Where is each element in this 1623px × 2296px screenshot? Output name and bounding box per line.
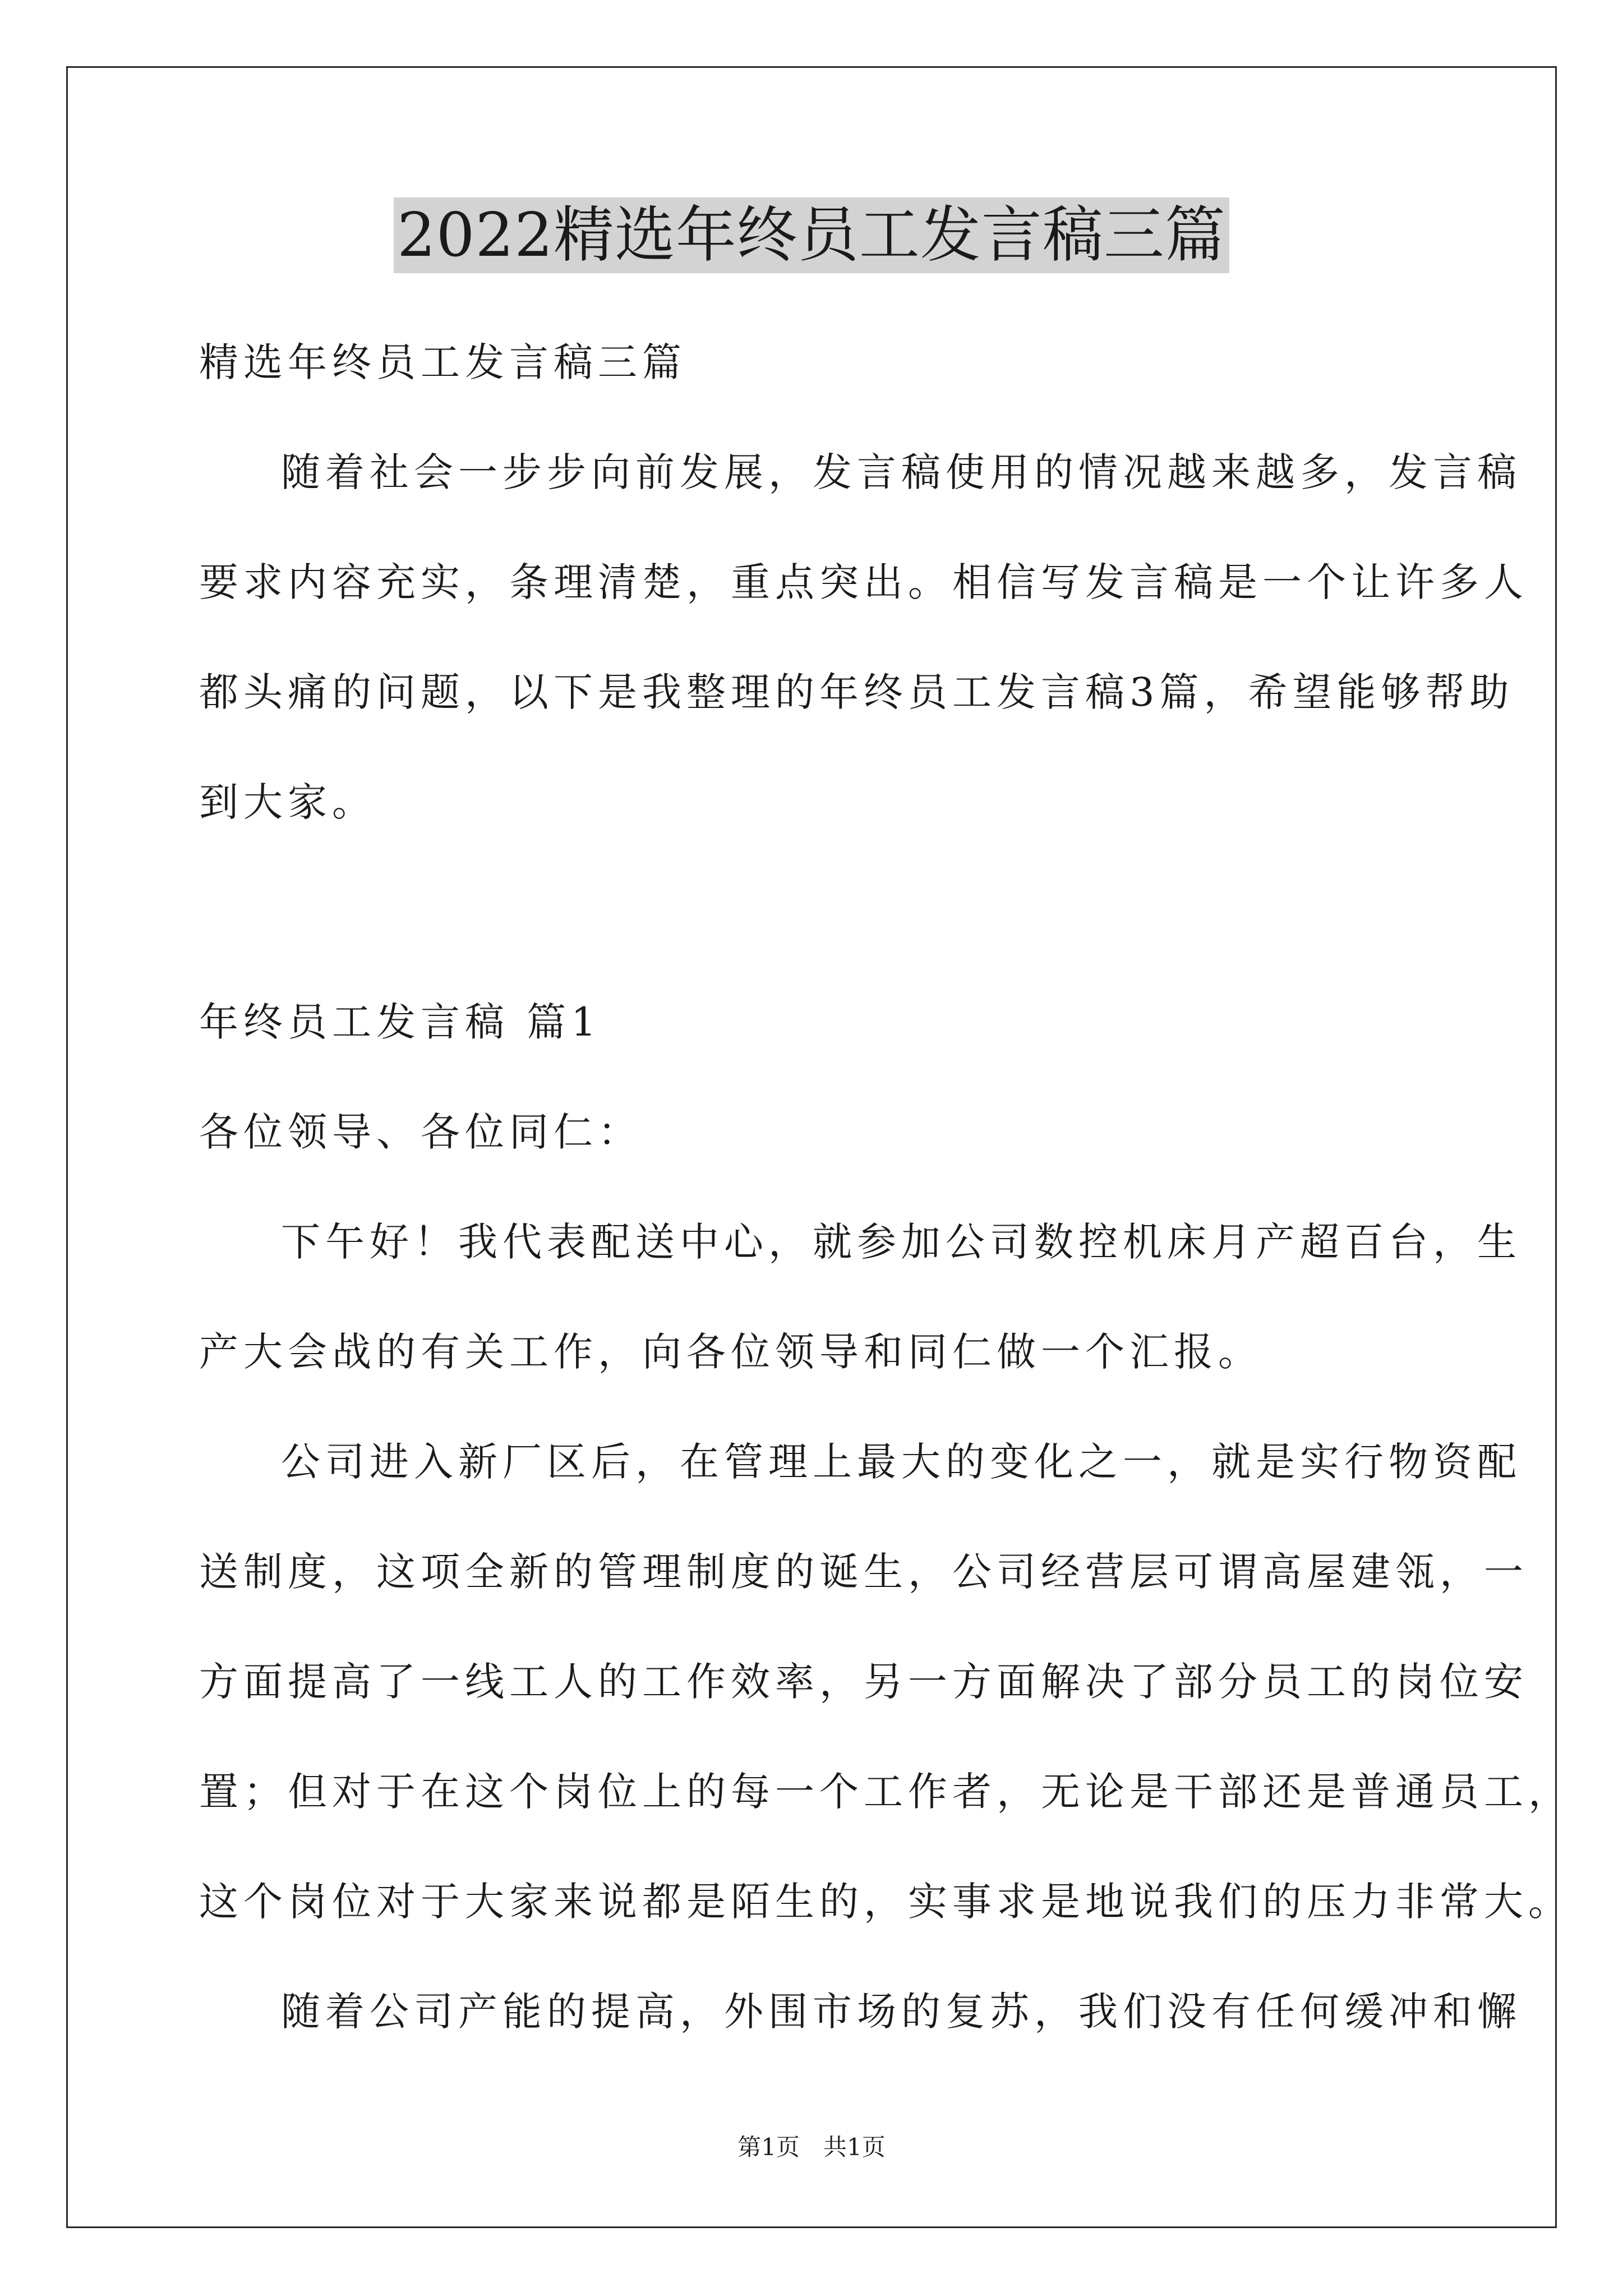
paragraph-gap xyxy=(199,857,1438,967)
body-paragraph-line: 置；但对于在这个岗位上的每一个工作者，无论是干部还是普通员工， xyxy=(199,1769,1573,1815)
body-paragraph-line: 随着公司产能的提高，外围市场的复苏，我们没有任何缓冲和懈 xyxy=(281,1989,1521,2035)
intro-paragraph-line: 都头痛的问题，以下是我整理的年终员工发言稿3篇，希望能够帮助 xyxy=(199,669,1514,715)
subtitle-line: 精选年终员工发言稿三篇 xyxy=(199,339,686,385)
body-paragraph-line: 下午好！我代表配送中心，就参加公司数控机床月产超百台，生 xyxy=(281,1219,1521,1265)
salutation-line: 各位领导、各位同仁： xyxy=(199,1109,642,1155)
intro-paragraph-line: 随着社会一步步向前发展，发言稿使用的情况越来越多，发言稿 xyxy=(281,449,1521,495)
body-paragraph-line: 方面提高了一线工人的工作效率，另一方面解决了部分员工的岗位安 xyxy=(199,1659,1528,1705)
body-paragraph-line: 这个岗位对于大家来说都是陌生的，实事求是地说我们的压力非常大。 xyxy=(199,1879,1573,1925)
body-paragraph-line: 公司进入新厂区后，在管理上最大的变化之一，就是实行物资配 xyxy=(281,1439,1521,1485)
body-paragraph-line: 送制度，这项全新的管理制度的诞生，公司经营层可谓高屋建瓴，一 xyxy=(199,1549,1528,1595)
title-container xyxy=(0,197,1623,273)
page-footer: 第1页 共1页 xyxy=(737,2133,886,2161)
intro-paragraph-line: 要求内容充实，条理清楚，重点突出。相信写发言稿是一个让许多人 xyxy=(199,559,1528,605)
body-paragraph-line: 产大会战的有关工作，向各位领导和同仁做一个汇报。 xyxy=(199,1329,1262,1375)
document-body xyxy=(199,307,1573,2067)
document-title: 2022精选年终员工发言稿三篇 xyxy=(394,197,1229,273)
intro-paragraph-line: 到大家。 xyxy=(199,779,376,825)
section-heading: 年终员工发言稿 篇1 xyxy=(199,999,601,1045)
